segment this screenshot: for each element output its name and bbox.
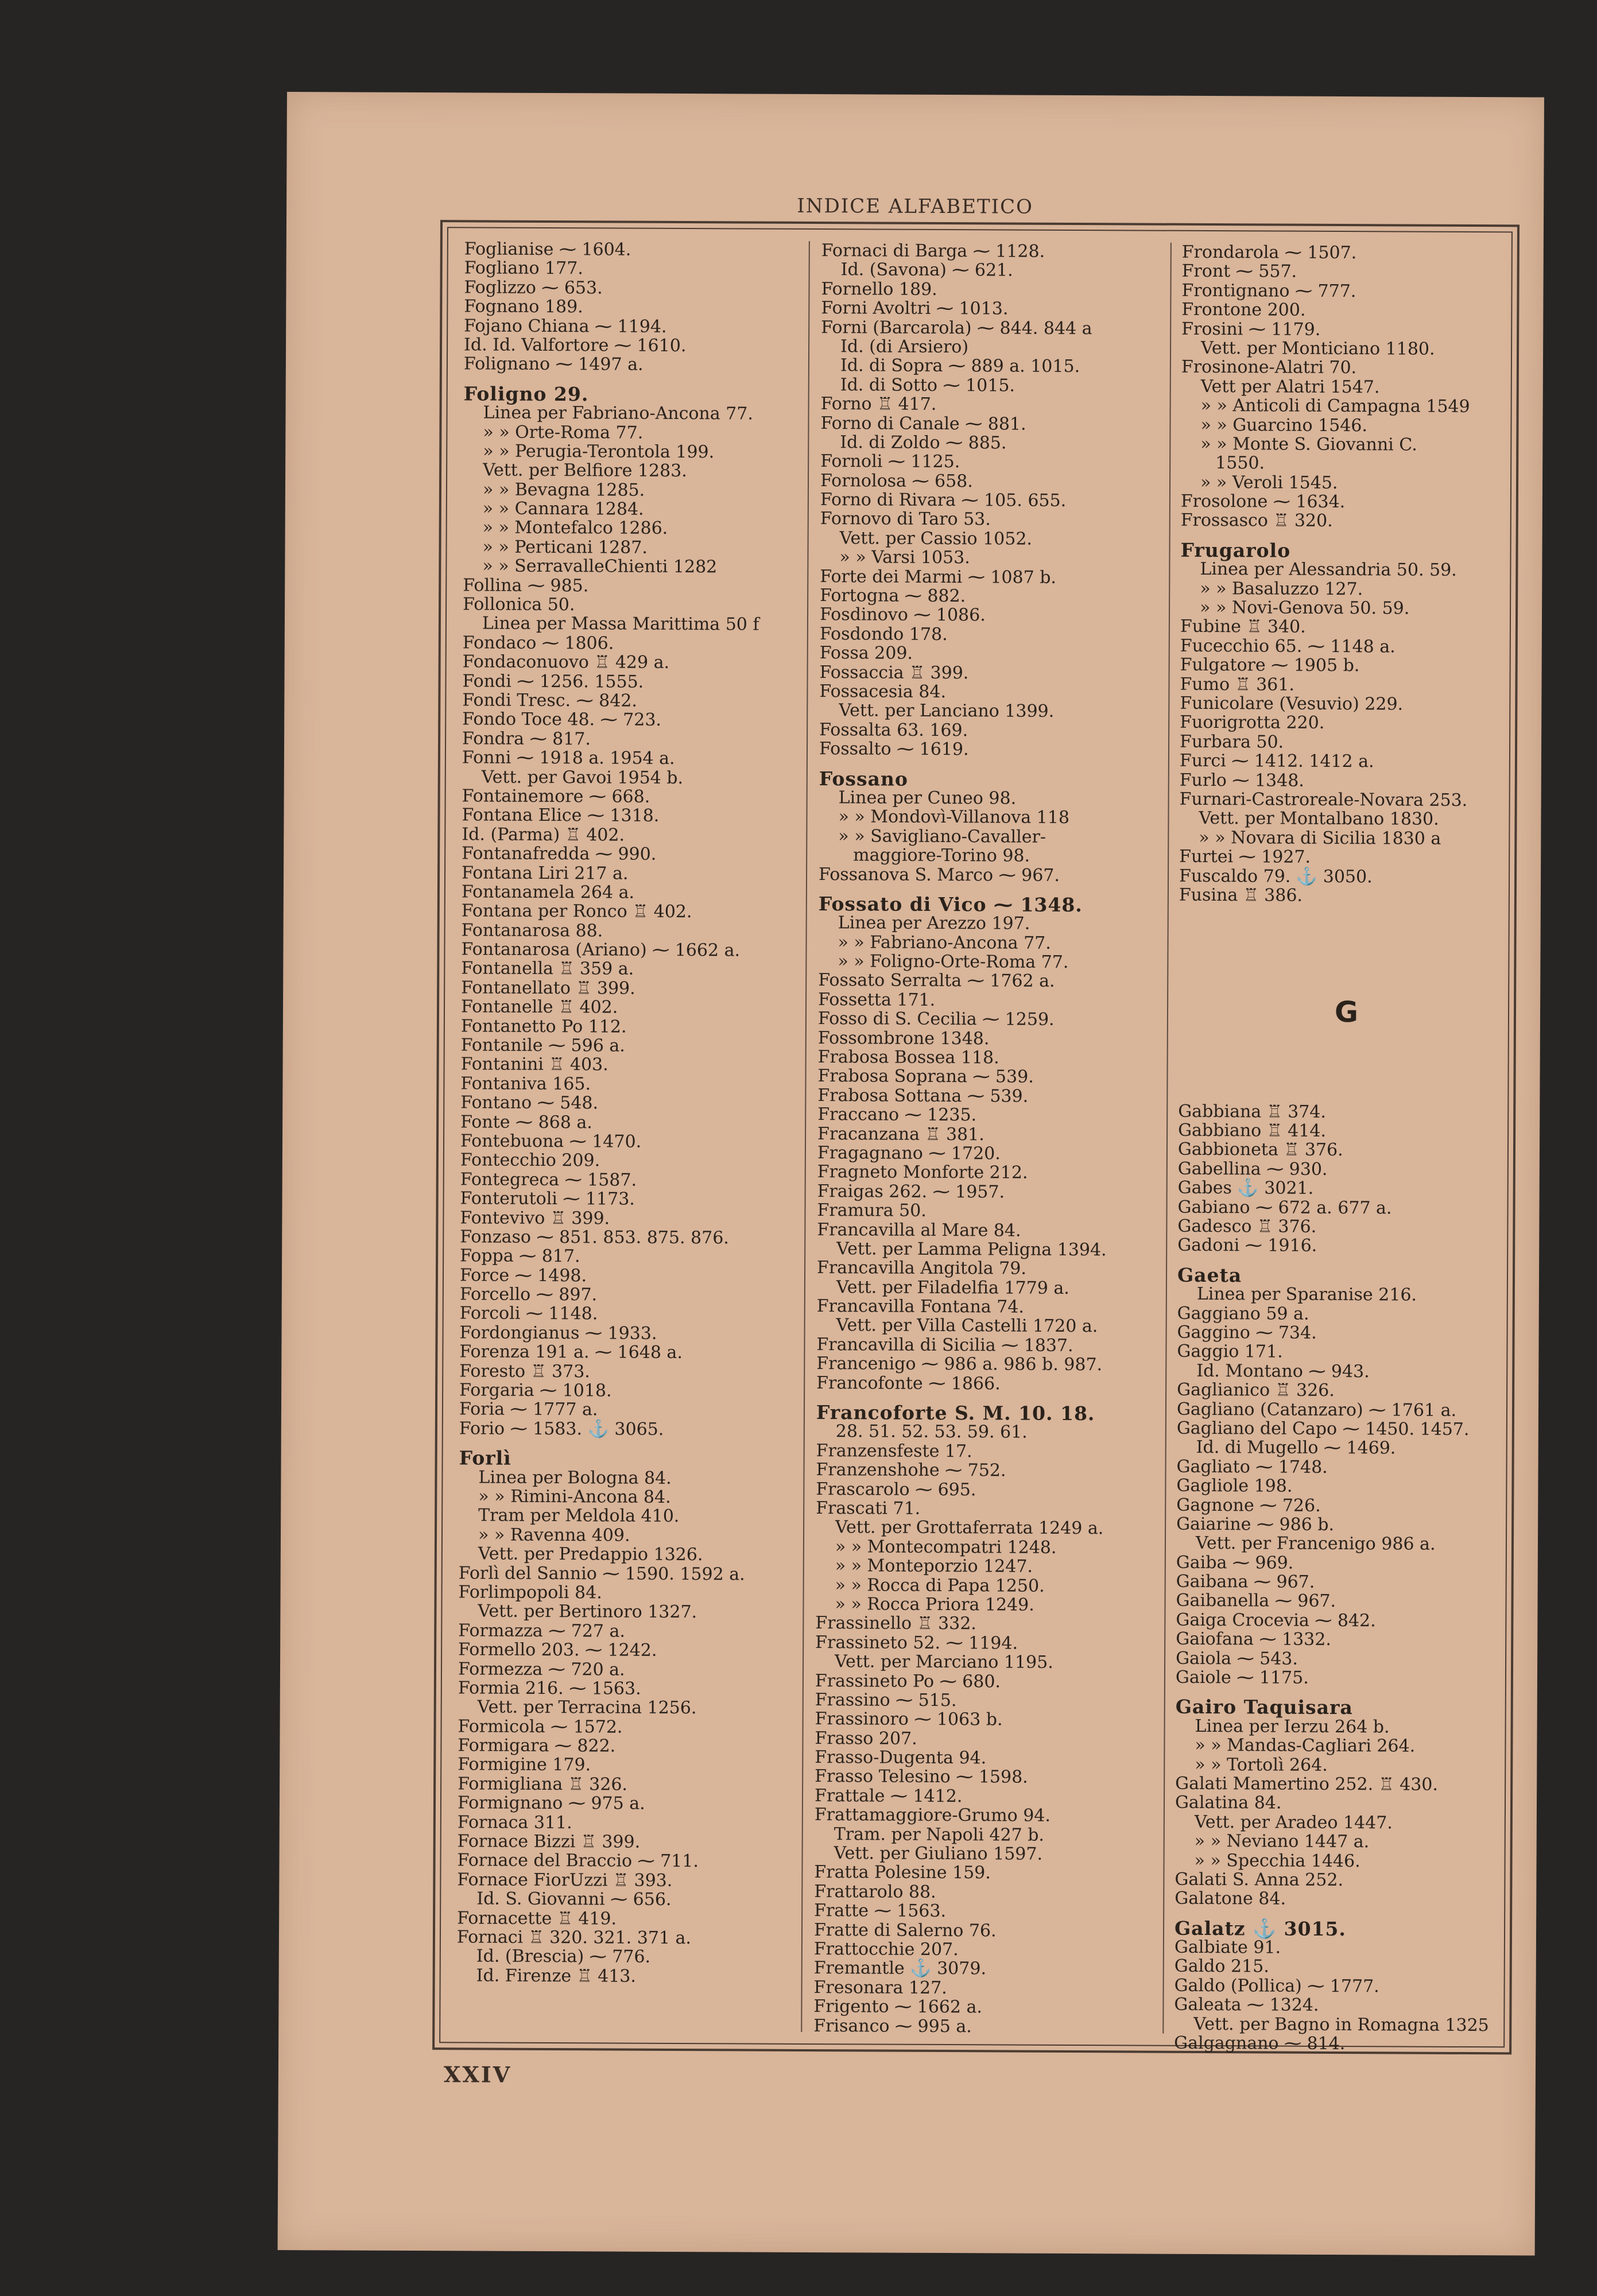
index-entry: Id. di Zoldo ⁓ 885. (840, 432, 1007, 453)
index-entry: Franzensfeste 17. (816, 1440, 972, 1462)
index-entry: Fortogna ⁓ 882. (820, 585, 966, 607)
index-entry: Galati S. Anna 252. (1175, 1869, 1344, 1890)
index-entry: Formicola ⁓ 1572. (458, 1716, 623, 1737)
index-entry: Galati Mamertino 252. ♖ 430. (1175, 1773, 1439, 1795)
index-entry: Fuorigrotta 220. (1180, 712, 1325, 734)
index-entry: Fontanarosa 88. (461, 920, 603, 941)
index-entry: Linea per Ierzu 264 b. (1195, 1716, 1390, 1737)
index-heading: Forlì (459, 1446, 511, 1469)
index-entry: Fossacesia 84. (819, 681, 947, 703)
index-entry: Fraigas 262. ⁓ 1957. (817, 1181, 1005, 1203)
index-entry: Gaibanella ⁓ 967. (1176, 1591, 1336, 1612)
index-entry: Fremantle ⚓ 3079. (813, 1958, 987, 1979)
index-entry: » » Basaluzzo 127. (1200, 578, 1363, 599)
index-entry: Gaiole ⁓ 1175. (1175, 1667, 1309, 1688)
index-entry: Galdo 215. (1174, 1956, 1269, 1977)
index-heading: Foligno 29. (463, 382, 589, 406)
index-entry: Fossa 209. (819, 643, 913, 664)
index-entry: Fragneto Monforte 212. (817, 1162, 1028, 1184)
index-entry: Fossalto ⁓ 1619. (819, 739, 969, 760)
index-entry: Fratte ⁓ 1563. (814, 1901, 947, 1922)
index-heading: Fossato di Vico ⁓ 1348. (818, 892, 1083, 916)
index-entry: Vett. per Belfiore 1283. (483, 460, 687, 482)
index-entry: Frigento ⁓ 1662 a. (813, 1996, 983, 2018)
index-entry: Fondra ⁓ 817. (462, 728, 591, 750)
index-entry: Gaibana ⁓ 967. (1176, 1571, 1315, 1592)
index-entry: Fragagnano ⁓ 1720. (817, 1143, 1001, 1164)
column-divider (801, 241, 810, 2032)
index-entry: Gaiba ⁓ 969. (1176, 1552, 1294, 1573)
index-entry: Id. di Sopra ⁓ 889 a. 1015. (840, 355, 1080, 377)
index-entry: Vett. per Terracina 1256. (477, 1697, 697, 1719)
index-entry: Vett per Alatri 1547. (1200, 376, 1380, 398)
index-entry: Forni Avoltri ⁓ 1013. (821, 298, 1009, 319)
index-entry: Formia 216. ⁓ 1563. (458, 1678, 641, 1699)
index-entry: Foppa ⁓ 817. (460, 1246, 580, 1267)
index-entry: Fontana Elice ⁓ 1318. (462, 805, 660, 827)
index-entry: Gaiga Crocevia ⁓ 842. (1176, 1609, 1376, 1631)
index-entry: Fontano ⁓ 548. (460, 1092, 599, 1114)
index-entry: Gadoni ⁓ 1916. (1177, 1235, 1317, 1256)
index-entry: Fucecchio 65. ⁓ 1148 a. (1180, 635, 1396, 657)
index-entry: Fratta Polesine 159. (814, 1862, 991, 1883)
index-entry: Linea per Cuneo 98. (838, 788, 1017, 809)
index-entry: Tram. per Napoli 427 b. (834, 1824, 1045, 1845)
index-entry: Furnari-Castroreale-Novara 253. (1179, 789, 1468, 810)
index-entry: Gagliato ⁓ 1748. (1176, 1456, 1328, 1477)
index-entry: Vett. per Gavoi 1954 b. (481, 767, 684, 788)
index-heading: Gaeta (1177, 1263, 1242, 1287)
index-entry: Gabbioneta ♖ 376. (1177, 1139, 1343, 1161)
index-entry: Fontebuona ⁓ 1470. (460, 1131, 642, 1152)
index-entry: Folignano ⁓ 1497 a. (463, 354, 644, 375)
index-entry: » » Rocca Priora 1249. (835, 1594, 1034, 1615)
index-entry: Gaglianico ♖ 326. (1177, 1379, 1335, 1401)
index-entry: Galatone 84. (1175, 1888, 1286, 1909)
index-entry: Vett. per Lamma Peligna 1394. (836, 1239, 1107, 1261)
index-entry: Fordongianus ⁓ 1933. (459, 1322, 657, 1344)
index-entry: Furci ⁓ 1412. 1412 a. (1179, 750, 1374, 772)
index-entry: Forlì del Sannio ⁓ 1590. 1592 a. (458, 1562, 745, 1585)
index-entry: Fracanzana ♖ 381. (817, 1123, 984, 1145)
index-entry: Frasso 207. (815, 1728, 917, 1749)
index-entry: Foria ⁓ 1777 a. (459, 1399, 598, 1420)
index-entry: Galgagnano ⁓ 814. (1174, 2033, 1346, 2054)
index-entry: Id. (Brescia) ⁓ 776. (476, 1946, 651, 1968)
index-entry: » » Anticoli di Campagna 1549 (1200, 395, 1470, 417)
index-entry: » » Savigliano-Cavaller- (838, 825, 1046, 847)
index-entry: » » Novi-Genova 50. 59. (1200, 597, 1410, 619)
index-entry: Galdo (Pollica) ⁓ 1777. (1174, 1975, 1379, 1997)
index-entry: Foglianise ⁓ 1604. (464, 239, 631, 260)
index-entry: Fondi Tresc. ⁓ 842. (462, 690, 638, 711)
index-entry: Frabosa Bossea 118. (817, 1047, 999, 1068)
index-entry: Fumo ♖ 361. (1180, 674, 1295, 695)
index-entry: » » Mandas-Cagliari 264. (1195, 1735, 1416, 1756)
index-entry: Gaiarine ⁓ 986 b. (1176, 1514, 1335, 1535)
index-entry: Fontanella ♖ 359 a. (461, 958, 634, 980)
index-entry: Fossaccia ♖ 399. (819, 662, 969, 683)
index-entry: Fontanellato ♖ 399. (461, 978, 635, 999)
index-entry: 28. 51. 52. 53. 59. 61. (835, 1421, 1028, 1443)
index-entry: maggiore-Torino 98. (853, 845, 1030, 866)
index-entry: Vett. per Montalbano 1830. (1199, 808, 1439, 830)
index-entry: Id. Montano ⁓ 943. (1196, 1360, 1370, 1382)
index-entry: Vett. per Francenigo 986 a. (1195, 1533, 1436, 1555)
index-entry: Francenigo ⁓ 986 a. 986 b. 987. (816, 1353, 1103, 1375)
index-entry: Formigine 179. (458, 1754, 591, 1775)
index-heading: Gairo Taquisara (1175, 1696, 1353, 1719)
index-entry: Fontevivo ♖ 399. (460, 1207, 610, 1229)
index-entry: Frontone 200. (1181, 299, 1306, 320)
index-entry: » » Guarcino 1546. (1200, 414, 1368, 436)
index-entry: Fontana Liri 217 a. (461, 862, 629, 884)
index-entry: Forni (Barcarola) ⁓ 844. 844 a (821, 317, 1092, 339)
index-entry: Fornace del Braccio ⁓ 711. (457, 1850, 699, 1872)
index-entry: Fossetta 171. (818, 989, 936, 1010)
index-entry: Francofonte ⁓ 1866. (816, 1372, 1001, 1394)
index-entry: » » Mondovì-Villanova 118 (838, 806, 1070, 828)
index-entry: » » Varsi 1053. (839, 547, 970, 568)
index-entry: Gagliano del Capo ⁓ 1450. 1457. (1176, 1418, 1470, 1440)
index-entry: Frassineto Po ⁓ 680. (815, 1670, 1001, 1692)
index-entry: Id. S. Giovanni ⁓ 656. (476, 1888, 672, 1910)
column-divider (1162, 243, 1172, 2034)
index-entry: Frontignano ⁓ 777. (1181, 280, 1356, 301)
index-entry: Frosinone-Alatri 70. (1181, 357, 1357, 378)
index-entry: Forcello ⁓ 897. (459, 1284, 598, 1305)
index-entry: » » Perugia-Terontola 199. (483, 441, 715, 463)
index-entry: Fresonara 127. (813, 1977, 947, 1998)
index-entry: Front ⁓ 557. (1181, 261, 1297, 282)
index-entry: Furbara 50. (1179, 731, 1284, 753)
index-entry: Forno ♖ 417. (820, 394, 937, 415)
index-entry: Frondarola ⁓ 1507. (1181, 242, 1357, 263)
index-entry: Vett. per Bagno in Romagna 1325 (1193, 2014, 1489, 2035)
index-entry: Id. (di Arsiero) (840, 336, 969, 358)
index-entry: Galatina 84. (1175, 1793, 1282, 1813)
index-entry: Id. (Parma) ♖ 402. (462, 824, 625, 846)
index-entry: » » Monteporzio 1247. (835, 1556, 1033, 1577)
index-entry: Frasso-Dugenta 94. (815, 1747, 987, 1768)
section-letter: G (1334, 995, 1359, 1029)
index-entry: Fontainemore ⁓ 668. (462, 786, 650, 807)
index-entry: Frisanco ⁓ 995 a. (813, 2015, 972, 2037)
index-entry: » » Novara di Sicilia 1830 a (1199, 827, 1441, 849)
index-entry: Follina ⁓ 985. (463, 575, 589, 596)
index-entry: Frattamaggiore-Grumo 94. (814, 1805, 1051, 1826)
index-entry: Gaiofana ⁓ 1332. (1176, 1629, 1331, 1650)
index-entry: Fontanini ♖ 403. (460, 1054, 608, 1075)
index-entry: Vett. per Aradeo 1447. (1194, 1812, 1393, 1833)
index-entry: Furtei ⁓ 1927. (1179, 846, 1311, 867)
catalog-page (278, 92, 1544, 2256)
index-entry: Fornaci ♖ 320. 321. 371 a. (456, 1927, 692, 1949)
index-entry: » » Ravenna 409. (478, 1525, 630, 1546)
index-entry: Frasso Telesino ⁓ 1598. (815, 1766, 1028, 1788)
index-entry: Fraccano ⁓ 1235. (817, 1104, 977, 1126)
index-entry: Fulgatore ⁓ 1905 b. (1180, 655, 1360, 676)
index-entry: Forte dei Marmi ⁓ 1087 b. (820, 566, 1057, 588)
index-entry: » » Tortolì 264. (1195, 1754, 1328, 1775)
index-entry: » » Montefalco 1286. (482, 517, 668, 539)
index-entry: Gaggino ⁓ 734. (1177, 1322, 1317, 1343)
index-entry: Francavilla al Mare 84. (817, 1219, 1021, 1241)
index-entry: Linea per Massa Marittima 50 f (482, 613, 759, 635)
index-heading: Fossano (819, 767, 909, 790)
index-entry: Fornaca 311. (457, 1812, 572, 1833)
index-entry: Gabellina ⁓ 930. (1177, 1158, 1328, 1180)
index-entry: Formigliana ♖ 326. (458, 1774, 628, 1795)
index-entry: » » Montecompatri 1248. (835, 1536, 1057, 1558)
index-entry: Vett. per Bertinoro 1327. (478, 1601, 697, 1623)
index-entry: » » Cannara 1284. (482, 498, 644, 519)
index-entry: Vett. per Cassio 1052. (839, 528, 1033, 549)
index-entry: Foresto ♖ 373. (459, 1360, 590, 1382)
index-entry: Fornaci di Barga ⁓ 1128. (821, 241, 1045, 262)
index-entry: Fonte ⁓ 868 a. (460, 1111, 592, 1133)
index-entry: Linea per Sparanise 216. (1196, 1284, 1417, 1305)
index-entry: Fontanarosa (Ariano) ⁓ 1662 a. (461, 939, 741, 961)
index-entry: Forenza 191 a. ⁓ 1648 a. (459, 1341, 683, 1363)
index-entry: Frattarolo 88. (814, 1881, 936, 1902)
index-entry: Fondi ⁓ 1256. 1555. (462, 670, 644, 692)
index-entry: Id. Id. Valfortore ⁓ 1610. (464, 335, 687, 356)
index-entry: Fusina ♖ 386. (1179, 885, 1303, 906)
index-entry: » » Fabriano-Ancona 77. (838, 932, 1051, 953)
index-entry: Fossato Serralta ⁓ 1762 a. (818, 970, 1055, 992)
index-entry: Galbiate 91. (1174, 1937, 1281, 1958)
index-entry: 1550. (1215, 453, 1265, 474)
index-entry: Francavilla di Sicilia ⁓ 1837. (816, 1334, 1073, 1356)
index-entry: Gaggio 171. (1177, 1341, 1283, 1362)
index-entry: Gabbiano ♖ 414. (1178, 1120, 1327, 1141)
index-entry: Formigara ⁓ 822. (458, 1735, 616, 1756)
index-entry: Framura 50. (817, 1200, 927, 1221)
index-entry: Fornello 189. (821, 278, 937, 300)
index-entry: Gaiola ⁓ 543. (1176, 1648, 1298, 1669)
index-entry: Forno di Rivara ⁓ 105. 655. (820, 490, 1067, 511)
index-frame-inner (439, 227, 1513, 2054)
index-entry: Frossasco ♖ 320. (1180, 510, 1333, 532)
index-entry: Formello 203. ⁓ 1242. (458, 1639, 657, 1661)
index-entry: Vett. per Filadelfia 1779 a. (836, 1277, 1069, 1298)
index-entry: Fontanile ⁓ 596 a. (460, 1035, 625, 1056)
index-entry: Vett. per Grottaferrata 1249 a. (835, 1517, 1104, 1539)
index-entry: Fontana per Ronco ♖ 402. (461, 901, 692, 922)
index-column-2 (813, 241, 1157, 2037)
index-entry: Franzenshohe ⁓ 752. (816, 1460, 1006, 1481)
index-entry: Frattocchie 207. (813, 1939, 959, 1960)
index-entry: Vett. per Monticiano 1180. (1200, 338, 1435, 359)
index-entry: Vett. per Villa Castelli 1720 a. (836, 1315, 1098, 1337)
index-entry: Frabosa Soprana ⁓ 539. (817, 1066, 1034, 1088)
index-entry: Forno di Canale ⁓ 881. (820, 413, 1026, 435)
index-entry: Linea per Bologna 84. (478, 1467, 672, 1488)
index-entry: Fognano 189. (464, 296, 583, 317)
index-entry: Forgaria ⁓ 1018. (459, 1380, 612, 1401)
index-entry: Formignano ⁓ 975 a. (457, 1793, 645, 1814)
index-entry: Fornovo di Taro 53. (820, 509, 991, 530)
index-column-3 (1174, 242, 1518, 2054)
index-entry: Foglizzo ⁓ 653. (464, 277, 603, 298)
index-heading: Galatz ⚓ 3015. (1174, 1917, 1347, 1940)
index-entry: » » Orte-Roma 77. (483, 422, 644, 443)
index-entry: Funicolare (Vesuvio) 229. (1180, 693, 1404, 715)
index-entry: Fonzaso ⁓ 851. 853. 875. 876. (460, 1227, 729, 1248)
index-entry: » » SerravalleChienti 1282 (482, 556, 718, 577)
index-entry: Linea per Arezzo 197. (838, 913, 1030, 934)
index-entry: Gaggiano 59 a. (1177, 1303, 1309, 1324)
index-entry: Formezza ⁓ 720 a. (458, 1658, 625, 1680)
index-entry: Frabosa Sottana ⁓ 539. (817, 1085, 1029, 1107)
index-entry: Fossanova S. Marco ⁓ 967. (818, 864, 1060, 886)
index-entry: Forlimpopoli 84. (458, 1582, 602, 1603)
index-entry: Frattale ⁓ 1412. (814, 1785, 963, 1807)
index-entry: Fontaniva 165. (460, 1073, 591, 1095)
index-entry: Fornacette ♖ 419. (457, 1907, 617, 1929)
index-entry: Frassinello ♖ 332. (815, 1613, 976, 1634)
index-entry: Fonni ⁓ 1918 a. 1954 a. (462, 747, 675, 769)
index-entry: Frascarolo ⁓ 695. (816, 1479, 976, 1500)
index-entry: » » Neviano 1447 a. (1194, 1831, 1370, 1852)
index-entry: Fosdinovo ⁓ 1086. (819, 604, 986, 626)
index-entry: Frassinoro ⁓ 1063 b. (815, 1709, 1003, 1730)
index-entry: Gabes ⚓ 3021. (1177, 1178, 1314, 1199)
page-number: XXIV (443, 2061, 512, 2088)
index-column-1 (456, 239, 800, 2032)
index-entry: » » Bevagna 1285. (482, 479, 645, 501)
index-entry: Force ⁓ 1498. (459, 1265, 587, 1286)
index-entry: Fontecchio 209. (460, 1150, 600, 1171)
index-entry: Fondaconuovo ♖ 429 a. (462, 651, 670, 673)
index-entry: Fuscaldo 79. ⚓ 3050. (1179, 866, 1373, 887)
index-entry: Gagliole 198. (1176, 1475, 1293, 1496)
index-entry: Fornace FiorUzzi ♖ 393. (457, 1870, 673, 1891)
index-entry: Fubine ♖ 340. (1180, 616, 1306, 638)
index-entry: Fornace Bizzi ♖ 399. (457, 1831, 641, 1852)
index-entry: » » Veroli 1545. (1200, 472, 1338, 493)
index-entry: Frassino ⁓ 515. (815, 1689, 957, 1711)
index-entry: Fondo Toce 48. ⁓ 723. (462, 709, 662, 731)
index-entry: Furlo ⁓ 1348. (1179, 770, 1304, 791)
index-entry: » » Monte S. Giovanni C. (1200, 433, 1417, 455)
index-entry: Fontanetto Po 112. (460, 1015, 627, 1037)
index-entry: Tram per Meldola 410. (478, 1505, 680, 1527)
index-entry: Francavilla Angitola 79. (816, 1258, 1026, 1279)
index-entry: Gabbiana ♖ 374. (1178, 1101, 1327, 1122)
index-entry: Fogliano 177. (464, 258, 583, 279)
index-entry: Frassineto 52. ⁓ 1194. (815, 1632, 1018, 1654)
index-entry: Francavilla Fontana 74. (816, 1296, 1025, 1317)
index-entry: Forio ⁓ 1583. ⚓ 3065. (459, 1418, 664, 1440)
index-entry: Gabiano ⁓ 672 a. 677 a. (1177, 1197, 1392, 1219)
index-entry: Fojano Chiana ⁓ 1194. (464, 315, 667, 337)
index-entry: Follonica 50. (463, 594, 575, 615)
index-entry: Galeata ⁓ 1324. (1174, 1995, 1319, 2016)
index-entry: Id. di Mugello ⁓ 1469. (1196, 1437, 1396, 1459)
index-entry: Gagliano (Catanzaro) ⁓ 1761 a. (1176, 1399, 1457, 1421)
index-frame (432, 220, 1520, 2054)
index-entry: » » Rimini-Ancona 84. (478, 1486, 671, 1507)
index-entry: Fossalta 63. 169. (819, 719, 968, 740)
index-entry: Id. Firenze ♖ 413. (476, 1965, 637, 1987)
index-entry: Formazza ⁓ 727 a. (458, 1620, 626, 1642)
index-entry: » » Perticani 1287. (482, 537, 648, 558)
index-entry: » » Rocca di Papa 1250. (835, 1574, 1045, 1596)
index-entry: » » Specchia 1446. (1194, 1850, 1360, 1871)
index-entry: Fondaco ⁓ 1806. (462, 633, 614, 654)
index-entry: Vett. per Marciano 1195. (834, 1651, 1053, 1673)
index-entry: Fontanamela 264 a. (461, 882, 635, 903)
index-entry: Fosso di S. Cecilia ⁓ 1259. (817, 1009, 1055, 1030)
index-entry: Gagnone ⁓ 726. (1176, 1495, 1321, 1516)
index-heading: Frugarolo (1180, 538, 1291, 562)
index-entry: Fontegreca ⁓ 1587. (460, 1169, 637, 1190)
index-entry: Fossombrone 1348. (817, 1027, 990, 1049)
index-entry: Gadesco ♖ 376. (1177, 1216, 1317, 1237)
index-entry: Frascati 71. (816, 1498, 921, 1519)
index-entry: Frosini ⁓ 1179. (1181, 319, 1321, 340)
index-entry: » » Foligno-Orte-Roma 77. (838, 951, 1069, 973)
index-entry: Frosolone ⁓ 1634. (1180, 491, 1346, 513)
index-entry: Fornolosa ⁓ 658. (820, 470, 973, 491)
index-entry: Fratte di Salerno 76. (813, 1919, 997, 1941)
index-entry: Vett. per Giuliano 1597. (834, 1843, 1043, 1864)
index-entry: Linea per Alessandria 50. 59. (1200, 559, 1457, 581)
page-header: INDICE ALFABETICO (797, 194, 1034, 219)
index-entry: Id. di Sotto ⁓ 1015. (840, 374, 1015, 396)
index-heading: Francoforte S. M. 10. 18. (816, 1401, 1095, 1425)
index-entry: Vett. per Predappio 1326. (478, 1543, 703, 1565)
index-entry: Fornoli ⁓ 1125. (820, 451, 960, 472)
index-entry: Fosdondo 178. (819, 623, 948, 645)
index-entry: Fontanafredda ⁓ 990. (462, 843, 657, 864)
index-entry: Id. (Savona) ⁓ 621. (840, 259, 1013, 281)
index-entry: Vett. per Lanciano 1399. (839, 700, 1055, 722)
index-entry: Fontanelle ♖ 402. (460, 996, 618, 1018)
index-entry: Forcoli ⁓ 1148. (459, 1303, 598, 1324)
index-entry: Fonterutoli ⁓ 1173. (460, 1188, 635, 1209)
index-entry: Linea per Fabriano-Ancona 77. (483, 402, 754, 424)
